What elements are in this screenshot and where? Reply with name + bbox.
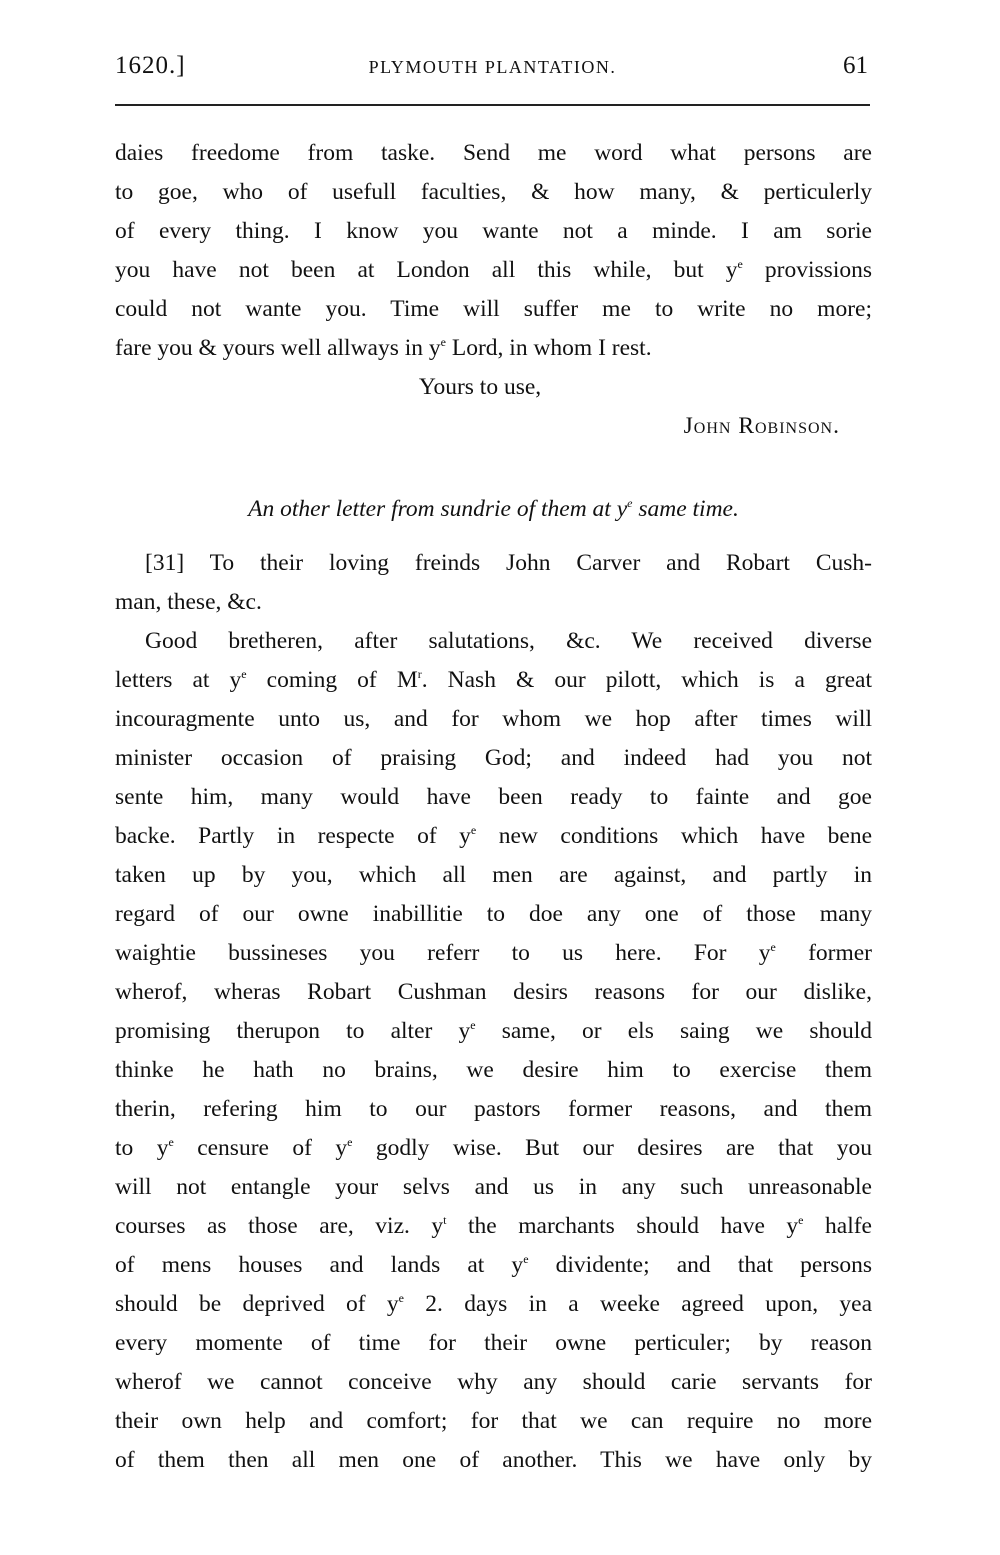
text-span: you have not been at London all this while, but y — [115, 257, 738, 283]
header-title: PLYMOUTH PLANTATION. — [368, 57, 617, 77]
text-line: will not entangle your selvs and us in any such unreasonable — [115, 1174, 872, 1200]
text-span: the marchants should have y — [446, 1213, 799, 1239]
text-line — [115, 255, 872, 285]
header-year: 1620.] — [115, 52, 186, 79]
text-line: daies freedome from taske. Send me word what persons are — [115, 140, 872, 166]
superscript: e — [737, 257, 743, 271]
text-span: letters at y — [115, 667, 242, 693]
address-line: [31] To their loving freinds John Carver and Robart Cush- — [145, 550, 872, 576]
text-line — [115, 821, 872, 851]
text-line — [115, 665, 872, 695]
text-line: could not wante you. Time will suffer me to write no more; — [115, 296, 872, 322]
superscript: e — [470, 823, 477, 837]
superscript: e — [347, 1135, 353, 1149]
text-line — [115, 1133, 872, 1163]
text-span: . Nash & our pilott, which is a great — [421, 667, 872, 693]
text-line: every momente of time for their owne perticuler; by reason — [115, 1330, 872, 1356]
text-line: incouragmente unto us, and for whom we hop after times will — [115, 706, 872, 732]
text-span: promising therupon to alter y — [115, 1018, 471, 1044]
text-span: should be deprived of y — [115, 1291, 399, 1317]
text-span: waightie bussineses you referr to us here. For y — [115, 940, 771, 966]
page-number: 61 — [843, 52, 868, 79]
text-line: wherof, wheras Robart Cushman desirs reasons for our dislike, — [115, 979, 872, 1005]
section-heading — [115, 494, 872, 524]
text-line: thinke he hath no brains, we desire him to exercise them — [115, 1057, 872, 1083]
text-line — [115, 1211, 872, 1241]
superscript: t — [443, 1213, 447, 1227]
superscript: e — [398, 1291, 404, 1305]
text-span: new conditions which have bene — [476, 823, 872, 849]
text-line: of every thing. I know you wante not a minde. I am sorie — [115, 218, 872, 244]
letter-signature: John Robinson. — [683, 413, 840, 439]
text-line: their own help and comfort; for that we can require no more — [115, 1408, 872, 1434]
text-line: regard of our owne inabillitie to doe any one of those many — [115, 901, 872, 927]
text-line: taken up by you, which all men are against, and partly in — [115, 862, 872, 888]
text-span: censure of y — [173, 1135, 348, 1161]
text-span: provissions — [742, 257, 872, 283]
text-span: halfe — [803, 1213, 872, 1239]
text-span: backe. Partly in respecte of y — [115, 823, 471, 849]
superscript: e — [470, 1018, 476, 1032]
text-line: wherof we cannot conceive why any should carie servants for — [115, 1369, 872, 1395]
header-rule — [115, 104, 870, 106]
text-span: godly wise. But our desires are that you — [352, 1135, 872, 1161]
text-span: coming of M — [246, 667, 418, 693]
text-line — [115, 1016, 872, 1046]
text-line — [115, 1289, 872, 1319]
text-line — [115, 1250, 872, 1280]
superscript: e — [241, 667, 247, 681]
text-span: dividente; and that persons — [528, 1252, 872, 1278]
superscript: e — [798, 1213, 804, 1227]
superscript: e — [440, 335, 446, 349]
superscript: e — [770, 940, 776, 954]
address-line: man, these, &c. — [115, 589, 262, 615]
text-line: therin, refering him to our pastors former reasons, and them — [115, 1096, 872, 1122]
superscript: r — [417, 667, 422, 681]
superscript: e — [627, 496, 633, 510]
text-span: same, or els saing we should — [475, 1018, 872, 1044]
superscript: e — [523, 1252, 529, 1266]
text-line — [115, 333, 872, 363]
text-line: of them then all men one of another. This we have only by — [115, 1447, 872, 1473]
text-span: An other letter from sundrie of them at y — [248, 496, 628, 522]
text-span: fare you & yours well allways in y — [115, 335, 441, 361]
text-span: Lord, in whom I rest. — [446, 335, 652, 361]
text-line — [115, 938, 872, 968]
running-header — [115, 52, 870, 88]
superscript: e — [168, 1135, 174, 1149]
text-line: minister occasion of praising God; and indeed had you not — [115, 745, 872, 771]
text-line: to goe, who of usefull faculties, & how many, & perticulerly — [115, 179, 872, 205]
text-span: former — [775, 940, 873, 966]
text-span: 2. days in a weeke agreed upon, yea — [403, 1291, 872, 1317]
letter-closing: Yours to use, — [418, 374, 542, 400]
text-span: to y — [115, 1135, 169, 1161]
text-line: sente him, many would have been ready to fainte and goe — [115, 784, 872, 810]
text-span: same time. — [632, 496, 739, 522]
text-span: of mens houses and lands at y — [115, 1252, 524, 1278]
text-span: courses as those are, viz. y — [115, 1213, 444, 1239]
text-line: Good bretheren, after salutations, &c. We received diverse — [145, 628, 872, 654]
